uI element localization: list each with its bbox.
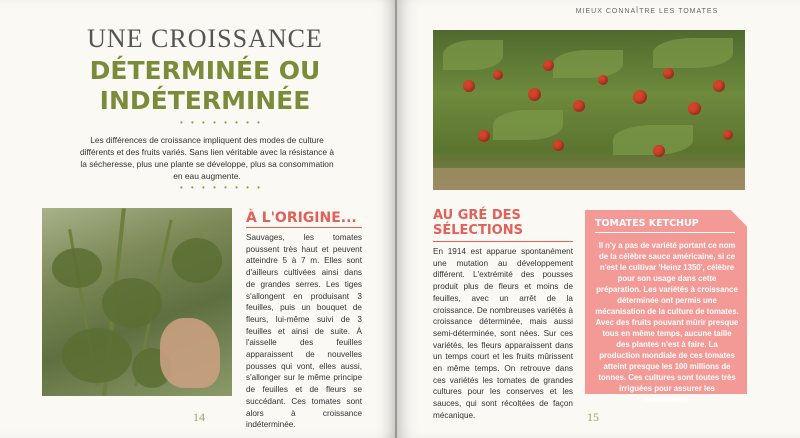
section-divider: [433, 241, 573, 242]
right-page: [397, 0, 800, 438]
section-text-selections: En 1914 est apparue spontanément une mutation au développement différent. L'extrémité des pousses produit plus de fleurs et moins de feuilles, avec un arrêt de la croissance. De nombreuses variétés à croissance déterminée, mais aussi semi-déterminée, sont nées. Sur ces variétés, les fleurs apparaissent dans un temps court et les fruits mûrissent en même temps. On retrouve dans ces variétés les tomates de grandes cultures pour les conserves et les sauces, qui sont récoltées de façon mécanique.: [433, 247, 573, 420]
running-head: MIEUX CONNAÎTRE LES TOMATES: [575, 8, 719, 15]
intro-paragraph: Les différences de croissance impliquent des modes de culture différents et des fruits variés. Sans lien véritable avec la résistance à la sécheresse, plus une plante se développe, plus sa consommation en eau augmente.: [79, 135, 334, 181]
sidebar-text: Il n'y a pas de variété portant ce nom de la célèbre sauce américaine, si ce n'est le cultivar 'Heinz 1350', célèbre pour son usage dans cette préparation. Les variétés à croissance déterminée ont permis une mécanisation de la culture de tomates. Avec des fruits pouvant mûrir presque tous en même temps, aucune taille des plantes n'est à faire. La production mondiale de ces tomates atteint presque les 100 millions de tonnes. Ces cultures sont toutes très irriguées pour assurer les rendements.: [595, 241, 739, 404]
decorative-dots-bottom: • • • • • • • •: [180, 183, 263, 192]
section-heading-selections-line2: SÉLECTIONS: [433, 223, 523, 238]
section-heading-origin: À L'ORIGINE...: [246, 210, 357, 226]
decorative-dots-top: • • • • • • • •: [180, 118, 263, 127]
chapter-title-line3: INDÉTERMINÉE: [99, 86, 311, 115]
tomato-field-photo: [433, 30, 745, 190]
chapter-title-line2: DÉTERMINÉE OU: [89, 56, 321, 85]
sidebar-divider: [595, 232, 735, 233]
chapter-title-line1: UNE CROISSANCE: [87, 24, 323, 53]
section-text-origin: Sauvages, les tomates poussent très haut et peuvent atteindre 5 à 7 m. Elles sont d'ailleurs cultivées ainsi dans de grandes serres. Les tiges s'allongent en produisant 3 feuilles, puis un bouquet de fleurs, lui-même suivi de 3 feuilles et ainsi de suite. À l'aisselle des feuilles apparaissent de nouvelles pousses qui vont, elles aussi, s'allonger sur le même principe de feuilles et de fleurs se succédant. Ces tomates sont alors à croissance indéterminée.: [246, 233, 362, 430]
sidebar-title: TOMATES KETCHUP: [595, 218, 699, 229]
left-page: [0, 0, 397, 438]
page-number-left: 14: [193, 410, 205, 424]
tomato-plant-photo: [42, 208, 232, 396]
page-number-right: 15: [587, 410, 599, 424]
section-heading-selections-line1: AU GRÉ DES: [433, 208, 521, 223]
section-divider: [246, 227, 362, 228]
